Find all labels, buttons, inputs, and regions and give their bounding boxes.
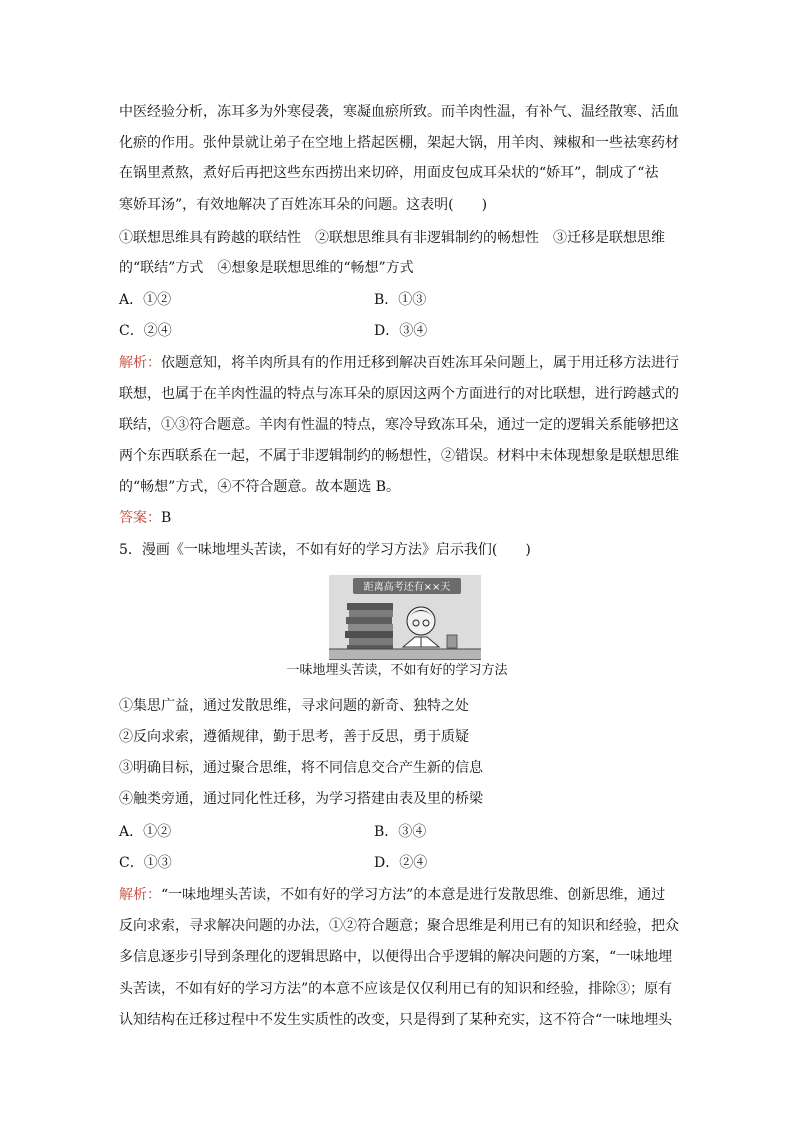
- q4-statements-line-2: 的“联结”方式 ④想象是联想思维的“畅想”方式: [119, 260, 414, 276]
- q5-analysis-line-5: 认知结构在迁移过程中不发生实质性的改变，只是得到了某种充实，这不符合“一味地埋头: [119, 1012, 673, 1028]
- q4-option-d: D．③④: [374, 323, 428, 339]
- q5-analysis-line-1: [119, 885, 665, 905]
- q4-analysis-line-1: [119, 353, 679, 373]
- q4-analysis-label: 解析：: [119, 355, 161, 371]
- q5-analysis-label: 解析：: [119, 887, 161, 903]
- q5-option-d: D．②④: [374, 855, 428, 871]
- q4-answer: [119, 508, 171, 528]
- q4-analysis-line-5: 的“畅想”方式，④不符合题意。故本题选 B。: [119, 479, 401, 495]
- comic-banner-text: 距离高考还有××天: [363, 582, 451, 593]
- q4-stem-line-1: 中医经验分析，冻耳多为外寒侵袭，寒凝血瘀所致。而羊肉性温，有补气、温经散寒、活血: [119, 104, 679, 120]
- comic-drawing: [329, 575, 481, 659]
- q4-statements-line-1: ①联想思维具有跨越的联结性 ②联想思维具有非逻辑制约的畅想性 ③迁移是联想思维: [119, 230, 665, 246]
- q5-analysis-line-2: 反向求索，寻求解决问题的办法，①②符合题意；聚合思维是利用已有的知识和经验，把众: [119, 918, 679, 934]
- q4-answer-label: 答案：: [119, 510, 161, 526]
- q4-analysis-text-1: 依题意知，将羊肉所具有的作用迁移到解决百姓冻耳朵问题上，属于用迁移方法进行: [161, 355, 679, 371]
- q5-statement-1: ①集思广益，通过发散思维，寻求问题的新奇、独特之处: [119, 698, 469, 714]
- q5-option-c: C．①③: [119, 855, 172, 871]
- q4-analysis-line-2: 联想，也属于在羊肉性温的特点与冻耳朵的原因这两个方面进行的对比联想，进行跨越式的: [119, 386, 679, 402]
- q5-statement-4: ④触类旁通，通过同化性迁移，为学习搭建由表及里的桥梁: [119, 791, 483, 807]
- q5-analysis-line-4: 头苦读，不如有好的学习方法”的本意不应该是仅仅利用已有的知识和经验，排除③；原有: [119, 981, 673, 997]
- comic-caption: 一味地埋头苦读，不如有好的学习方法: [286, 663, 508, 678]
- q5-stem: 5．漫画《一味地埋头苦读，不如有好的学习方法》启示我们( ): [119, 542, 531, 558]
- q4-answer-value: B: [161, 510, 172, 526]
- q4-stem-line-4: 寒娇耳汤”，有效地解决了百姓冻耳朵的问题。这表明( ): [119, 197, 488, 213]
- q4-analysis-line-4: 两个东西联系在一起，不属于非逻辑制约的畅想性，②错误。材料中未体现想象是联想思维: [119, 448, 679, 464]
- q4-option-b: B．①③: [374, 292, 427, 308]
- q4-stem-line-3: 在锅里煮熬，煮好后再把这些东西捞出来切碎，用面皮包成耳朵状的“娇耳”，制成了“祛: [119, 165, 659, 181]
- q5-option-a: A．①②: [119, 824, 172, 840]
- q4-option-c: C．②④: [119, 323, 172, 339]
- q4-stem-line-2: 化瘀的作用。张仲景就让弟子在空地上搭起医棚，架起大锅，用羊肉、辣椒和一些祛寒药材: [119, 135, 679, 151]
- comic-illustration: [329, 575, 481, 660]
- q5-statement-2: ②反向求索，遵循规律，勤于思考，善于反思，勇于质疑: [119, 729, 469, 745]
- q5-analysis-text-1: “一味地埋头苦读，不如有好的学习方法”的本意是进行发散思维、创新思维，通过: [161, 887, 666, 903]
- q5-analysis-line-3: 多信息逐步引导到条理化的逻辑思路中，以便得出合乎逻辑的解决问题的方案，“一味地埋: [119, 949, 673, 965]
- q5-statement-3: ③明确目标，通过聚合思维，将不同信息交合产生新的信息: [119, 760, 483, 776]
- q4-option-a: A．①②: [119, 292, 172, 308]
- q4-analysis-line-3: 联结，①③符合题意。羊肉有性温的特点，寒冷导致冻耳朵，通过一定的逻辑关系能够把这: [119, 417, 679, 433]
- q5-option-b: B．③④: [374, 824, 427, 840]
